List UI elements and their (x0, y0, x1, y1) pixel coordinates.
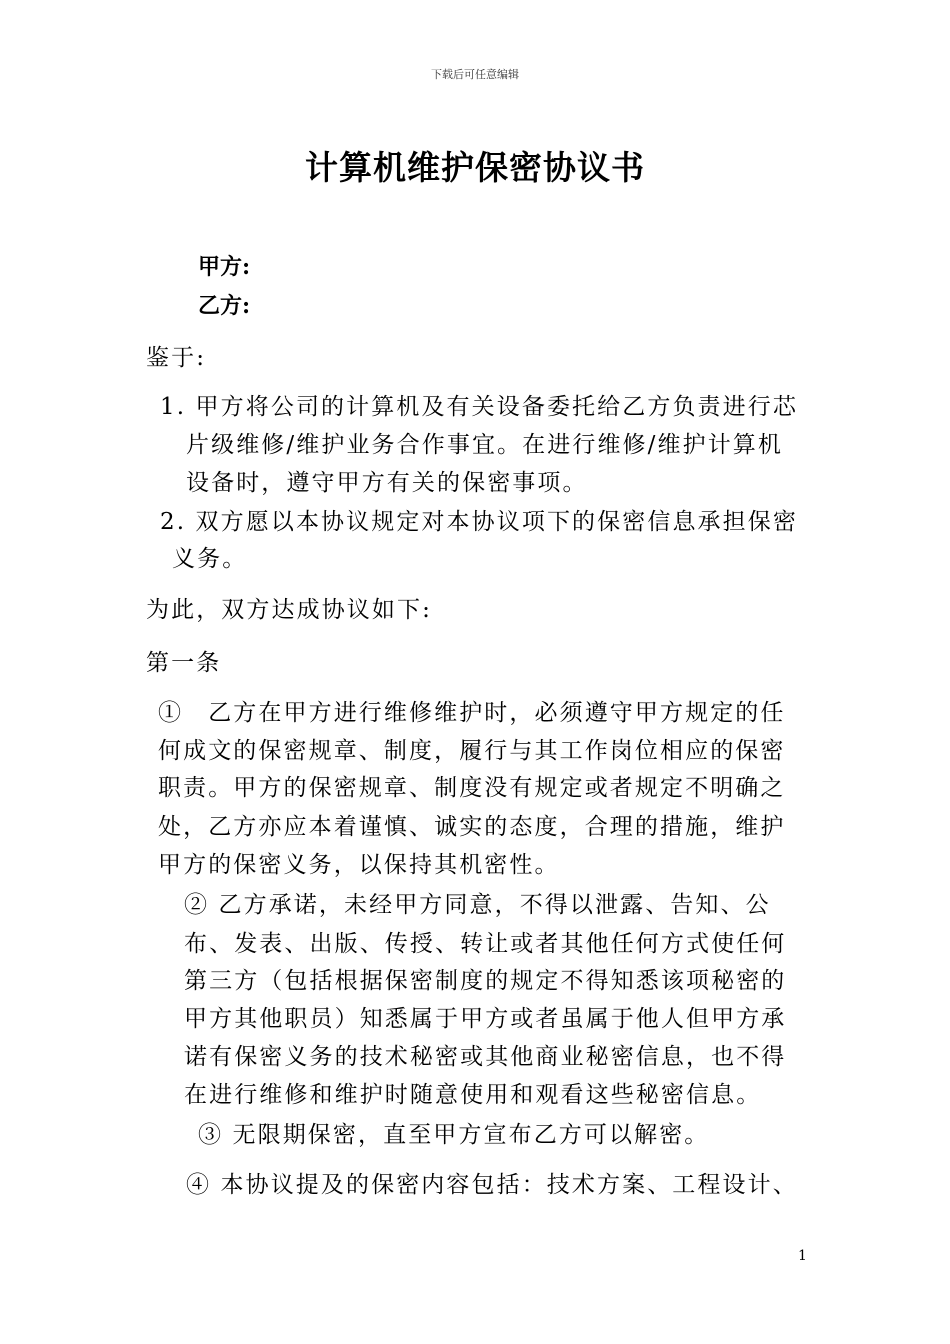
clause-1-line: 设备时，遵守甲方有关的保密事项。 (186, 470, 588, 496)
item-2-line: 甲方其他职员）知悉属于甲方或者虽属于他人但甲方承 (184, 1006, 787, 1032)
item-2-line: 诺有保密义务的技术秘密或其他商业秘密信息，也不得 (184, 1044, 787, 1070)
party-b-label: 乙方: (198, 293, 251, 319)
party-a-label: 甲方: (198, 254, 251, 280)
item-2-line: ② 乙方承诺，未经甲方同意，不得以泄露、告知、公 (184, 892, 771, 918)
article-heading: 第一条 (146, 650, 222, 676)
whereas-heading: 鉴于: (146, 345, 207, 371)
clause-2-line: 2. 双方愿以本协议规定对本协议项下的保密信息承担保密 (160, 509, 798, 535)
item-1-line: 何成文的保密规章、制度，履行与其工作岗位相应的保密 (158, 738, 786, 764)
page-number: 1 (798, 1248, 807, 1264)
item-1-line: 职责。甲方的保密规章、制度没有规定或者规定不明确之 (158, 775, 786, 801)
item-1-line: ① 乙方在甲方进行维修维护时，必须遵守甲方规定的任 (158, 700, 786, 726)
item-2-line: 布、发表、出版、传授、转让或者其他任何方式使任何 (184, 931, 787, 957)
item-1-line: 甲方的保密义务，以保持其机密性。 (158, 852, 560, 878)
item-1-line: 处，乙方亦应本着谨慎、诚实的态度，合理的措施，维护 (158, 814, 786, 840)
clause-1-line: 1. 甲方将公司的计算机及有关设备委托给乙方负责进行芯 (160, 394, 798, 420)
item-3: ③ 无限期保密，直至甲方宣布乙方可以解密。 (198, 1122, 710, 1148)
clause-1-line: 片级维修/维护业务合作事宜。在进行维修/维护计算机 (186, 432, 783, 458)
page-header: 下载后可任意编辑 (431, 68, 519, 81)
item-2-line: 第三方（包括根据保密制度的规定不得知悉该项秘密的 (184, 968, 787, 994)
item-4: ④ 本协议提及的保密内容包括：技术方案、工程设计、 (186, 1172, 798, 1198)
item-2-line: 在进行维修和维护时随意使用和观看这些秘密信息。 (184, 1082, 762, 1108)
agreement-intro: 为此，双方达成协议如下: (146, 597, 432, 623)
document-title: 计算机维护保密协议书 (305, 148, 645, 187)
clause-2-line: 义务。 (172, 546, 248, 572)
